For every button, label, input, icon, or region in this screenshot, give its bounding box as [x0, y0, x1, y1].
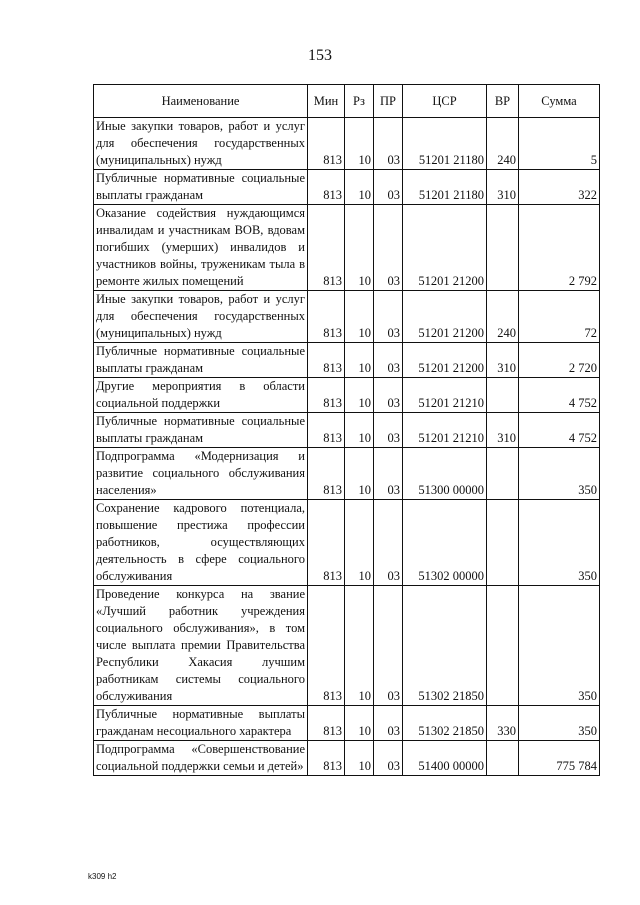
row-pr: 03	[374, 500, 403, 586]
row-vr: 310	[487, 170, 519, 205]
header-csr: ЦСР	[403, 85, 487, 118]
row-sum: 4 752	[519, 378, 600, 413]
row-pr: 03	[374, 586, 403, 706]
row-csr: 51201 21210	[403, 378, 487, 413]
row-min: 813	[308, 586, 345, 706]
table-row	[94, 500, 600, 586]
row-sum: 2 792	[519, 205, 600, 291]
row-pr: 03	[374, 170, 403, 205]
row-sum: 350	[519, 706, 600, 741]
row-name: Публичные нормативные выплаты гражданам несоциального характера	[94, 706, 308, 741]
row-rz: 10	[345, 378, 374, 413]
header-pr: ПР	[374, 85, 403, 118]
table-row	[94, 586, 600, 706]
row-pr: 03	[374, 413, 403, 448]
row-sum: 350	[519, 448, 600, 500]
row-name: Публичные нормативные социальные выплаты гражданам	[94, 343, 308, 378]
row-vr: 240	[487, 118, 519, 170]
row-pr: 03	[374, 706, 403, 741]
header-min: Мин	[308, 85, 345, 118]
row-rz: 10	[345, 413, 374, 448]
row-rz: 10	[345, 343, 374, 378]
row-name: Оказание содействия нуждающимся инвалидам и участникам ВОВ, вдовам погибших (умерших) инвалидов и участников войны, труженикам тыла в ремонте жилых помещений	[94, 205, 308, 291]
row-sum: 350	[519, 586, 600, 706]
row-name: Иные закупки товаров, работ и услуг для обеспечения государственных (муниципальных) нужд	[94, 291, 308, 343]
header-rz: Рз	[345, 85, 374, 118]
row-rz: 10	[345, 291, 374, 343]
row-min: 813	[308, 448, 345, 500]
row-rz: 10	[345, 118, 374, 170]
row-name: Другие мероприятия в области социальной поддержки	[94, 378, 308, 413]
row-rz: 10	[345, 586, 374, 706]
row-sum: 4 752	[519, 413, 600, 448]
header-vr: ВР	[487, 85, 519, 118]
table-row	[94, 448, 600, 500]
row-vr	[487, 500, 519, 586]
row-csr: 51201 21200	[403, 205, 487, 291]
row-rz: 10	[345, 741, 374, 776]
row-sum: 72	[519, 291, 600, 343]
row-vr	[487, 448, 519, 500]
row-min: 813	[308, 706, 345, 741]
row-vr	[487, 741, 519, 776]
row-csr: 51302 21850	[403, 586, 487, 706]
row-sum: 2 720	[519, 343, 600, 378]
row-pr: 03	[374, 205, 403, 291]
row-csr: 51400 00000	[403, 741, 487, 776]
row-min: 813	[308, 291, 345, 343]
row-vr: 310	[487, 413, 519, 448]
row-pr: 03	[374, 741, 403, 776]
row-min: 813	[308, 500, 345, 586]
row-vr	[487, 205, 519, 291]
row-csr: 51302 00000	[403, 500, 487, 586]
row-name: Подпрограмма «Совершенствование социальной поддержки семьи и детей»	[94, 741, 308, 776]
row-vr	[487, 378, 519, 413]
row-csr: 51201 21210	[403, 413, 487, 448]
row-pr: 03	[374, 291, 403, 343]
row-csr: 51201 21200	[403, 291, 487, 343]
row-sum: 322	[519, 170, 600, 205]
row-min: 813	[308, 413, 345, 448]
row-min: 813	[308, 343, 345, 378]
row-rz: 10	[345, 706, 374, 741]
table-row	[94, 118, 600, 170]
row-rz: 10	[345, 500, 374, 586]
table-row	[94, 291, 600, 343]
row-rz: 10	[345, 448, 374, 500]
row-name: Иные закупки товаров, работ и услуг для обеспечения государственных (муниципальных) нужд	[94, 118, 308, 170]
table-row	[94, 413, 600, 448]
row-name: Публичные нормативные социальные выплаты гражданам	[94, 413, 308, 448]
header-sum: Сумма	[519, 85, 600, 118]
table-row	[94, 343, 600, 378]
table-row	[94, 378, 600, 413]
row-csr: 51201 21200	[403, 343, 487, 378]
row-vr	[487, 586, 519, 706]
row-min: 813	[308, 378, 345, 413]
row-name: Подпрограмма «Модернизация и развитие социального обслуживания населения»	[94, 448, 308, 500]
table-row	[94, 741, 600, 776]
row-name: Проведение конкурса на звание «Лучший работник учреждения социального обслуживания», в том числе выплата премии Правительства Республики Хакасия лучшим работникам системы социального обслуживания	[94, 586, 308, 706]
row-name: Публичные нормативные социальные выплаты гражданам	[94, 170, 308, 205]
row-csr: 51302 21850	[403, 706, 487, 741]
row-rz: 10	[345, 170, 374, 205]
budget-table	[93, 84, 600, 776]
table-row	[94, 170, 600, 205]
row-min: 813	[308, 741, 345, 776]
row-pr: 03	[374, 448, 403, 500]
row-min: 813	[308, 118, 345, 170]
table-row	[94, 706, 600, 741]
footer-code: k309 h2	[88, 872, 117, 881]
row-vr: 240	[487, 291, 519, 343]
row-vr: 330	[487, 706, 519, 741]
table-header-row	[94, 85, 600, 118]
row-min: 813	[308, 170, 345, 205]
row-min: 813	[308, 205, 345, 291]
row-pr: 03	[374, 118, 403, 170]
row-sum: 775 784	[519, 741, 600, 776]
row-name: Сохранение кадрового потенциала, повышение престижа профессии работников, осуществляющих деятельность в сфере социального обслуживания	[94, 500, 308, 586]
row-csr: 51201 21180	[403, 170, 487, 205]
row-sum: 5	[519, 118, 600, 170]
row-pr: 03	[374, 378, 403, 413]
row-csr: 51201 21180	[403, 118, 487, 170]
row-csr: 51300 00000	[403, 448, 487, 500]
row-rz: 10	[345, 205, 374, 291]
row-vr: 310	[487, 343, 519, 378]
header-name: Наименование	[94, 85, 308, 118]
page-number: 153	[308, 47, 332, 64]
row-pr: 03	[374, 343, 403, 378]
row-sum: 350	[519, 500, 600, 586]
table-row	[94, 205, 600, 291]
